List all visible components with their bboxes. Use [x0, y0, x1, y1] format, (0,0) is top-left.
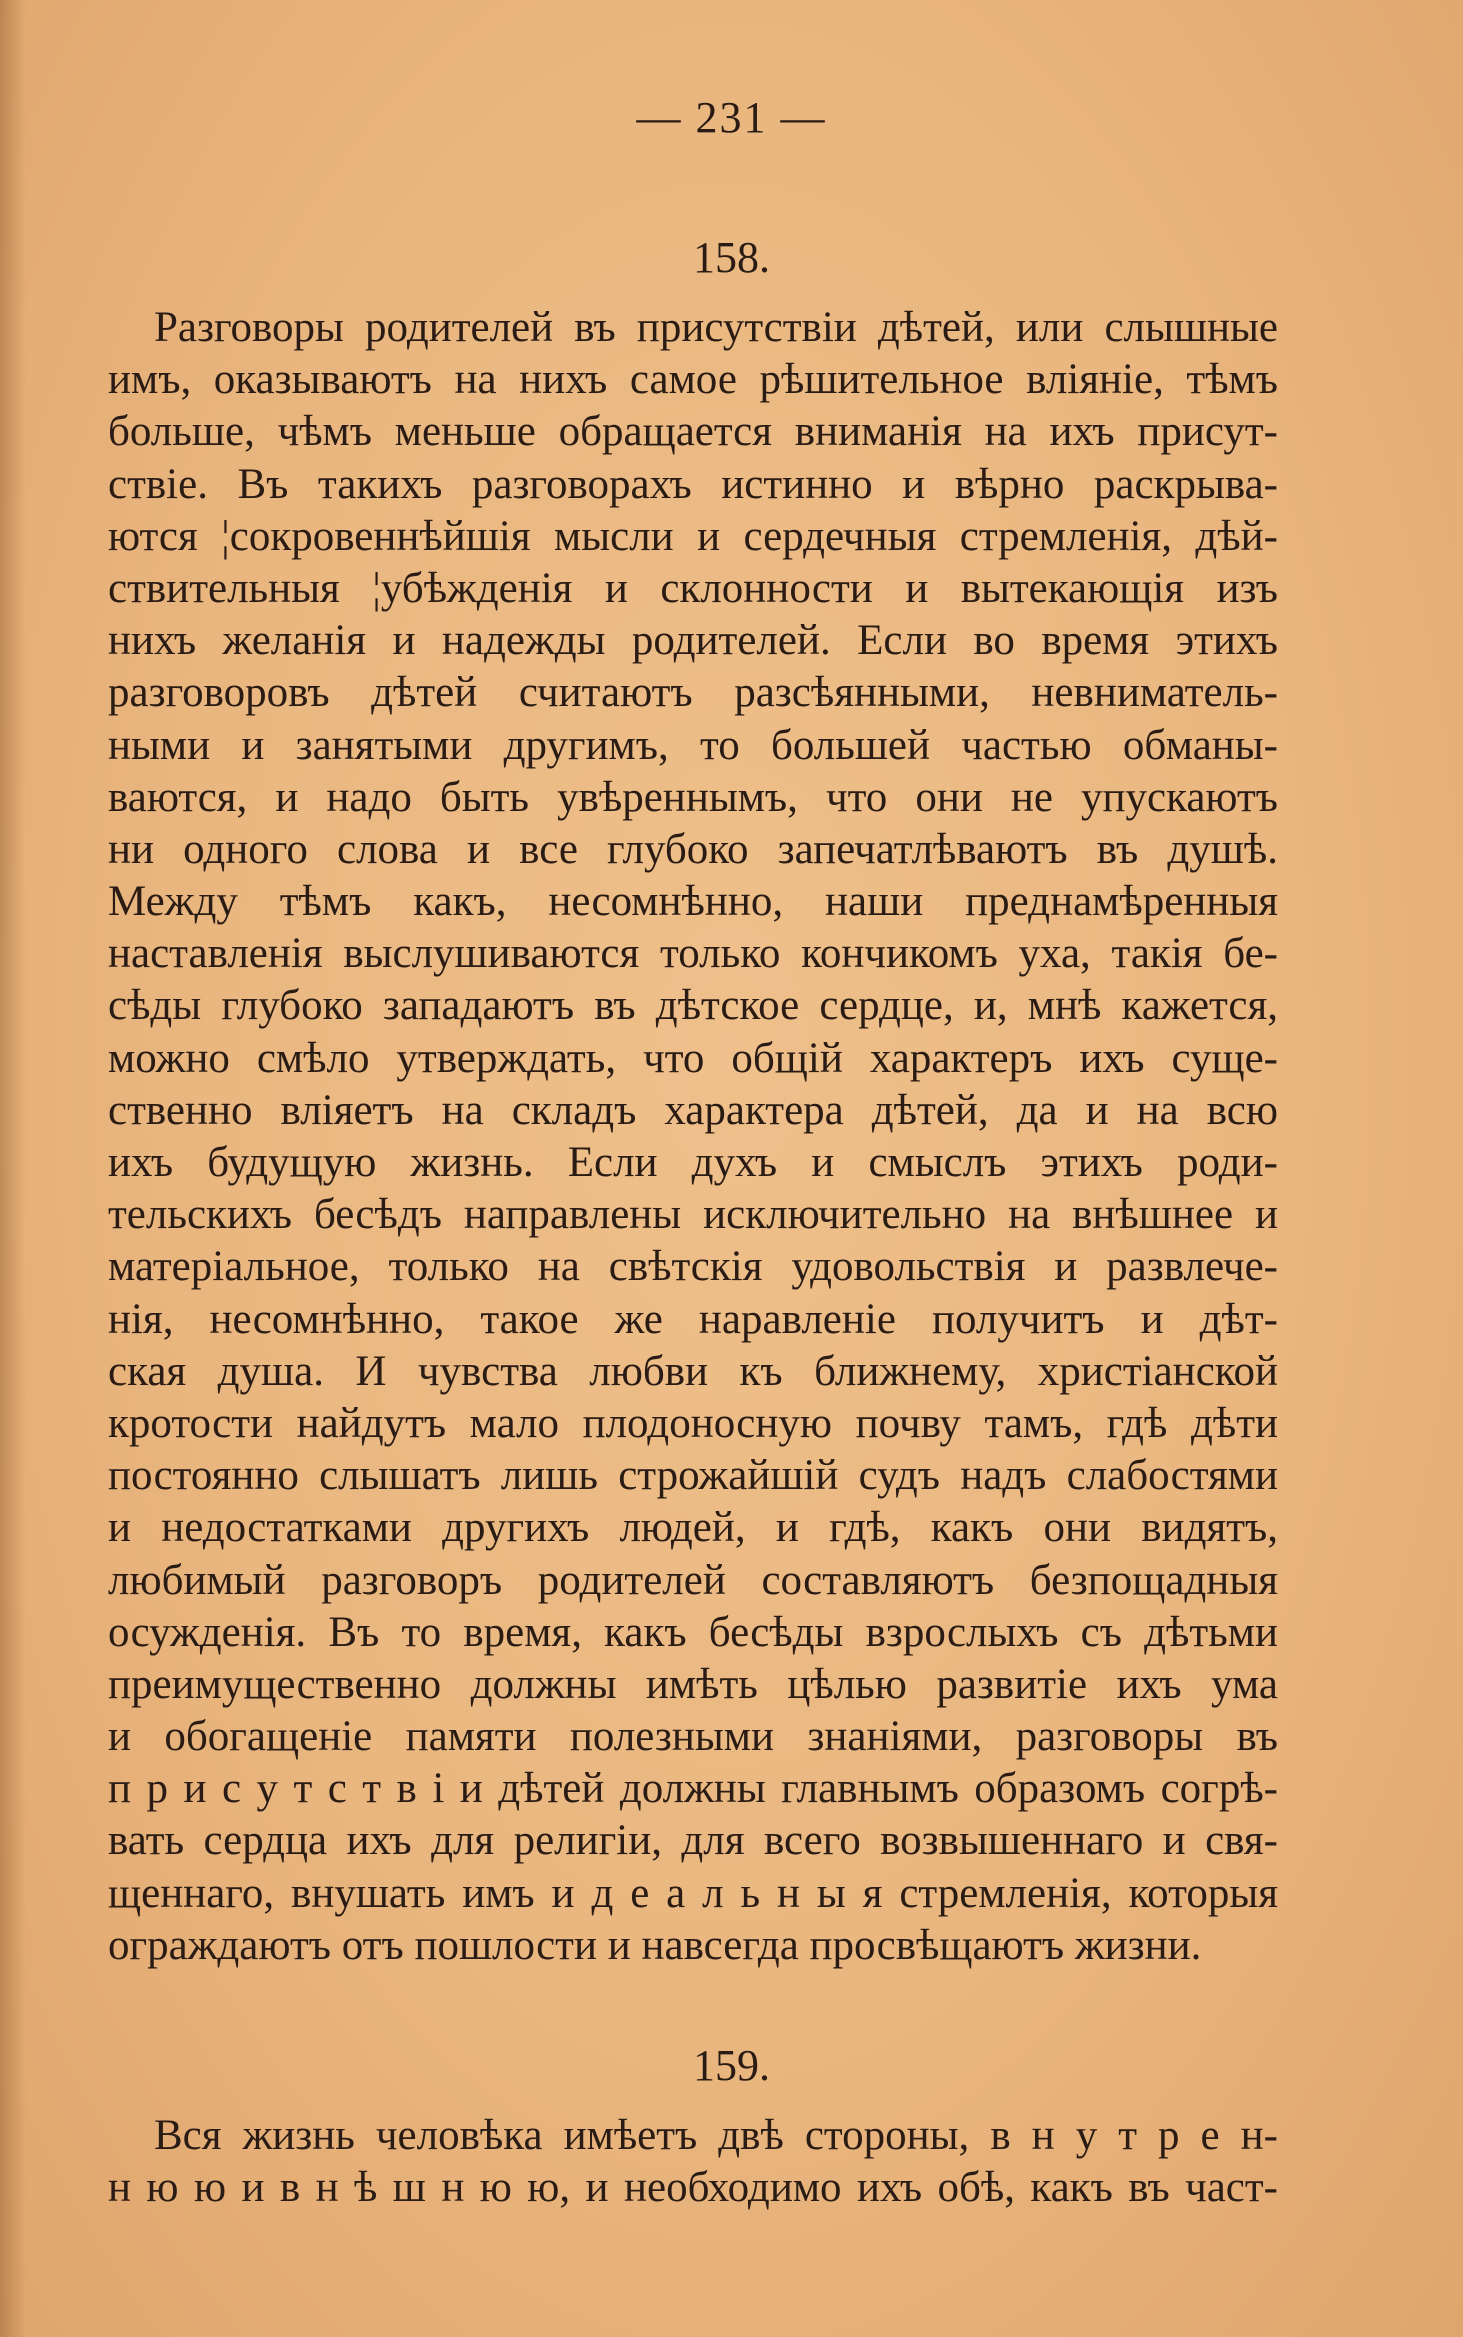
text-line: ихъ будущую жизнь. Если духъ и смыслъ этихъ роди-: [108, 1139, 1278, 1186]
text-line: осужденія. Въ то время, какъ бесѣды взрослыхъ съ дѣтьми: [108, 1608, 1278, 1656]
page-edge-shadow: [0, 0, 26, 2337]
paragraph-158: [108, 302, 1278, 1972]
text-line: наставленія выслушиваются только кончикомъ уха, такія бе-: [108, 930, 1278, 978]
text-line: Разговоры родителей въ присутствіи дѣтей, или слышные: [154, 304, 1278, 351]
text-line: н ю ю и в н ѣ ш н ю ю, и необходимо ихъ обѣ, какъ въ част-: [108, 2164, 1278, 2212]
text-line: ская душа. И чувства любви къ ближнему, христіанской: [108, 1347, 1278, 1395]
text-line: вать сердца ихъ для религіи, для всего возвышеннаго и свя-: [108, 1817, 1278, 1865]
text-line: ограждаютъ отъ пошлости и навсегда просвѣщаютъ жизни.: [108, 1921, 1202, 1969]
text-line: и обогащеніе памяти полезными знаніями, разговоры въ: [108, 1713, 1278, 1761]
text-line: п р и с у т с т в і и дѣтей должны главнымъ образомъ согрѣ-: [108, 1765, 1278, 1813]
text-line: нихъ желанія и надежды родителей. Если во время этихъ: [108, 617, 1278, 665]
text-line: разговоровъ дѣтей считаютъ разсѣянными, невниматель-: [108, 669, 1278, 717]
text-line: и недостатками другихъ людей, и гдѣ, какъ они видятъ,: [108, 1504, 1278, 1552]
text-line: ственно вліяетъ на складъ характера дѣтей, да и на всю: [108, 1086, 1278, 1134]
section-heading-159: 159.: [693, 2041, 770, 2090]
text-line: преимущественно должны имѣть цѣлью развитіе ихъ ума: [108, 1660, 1278, 1708]
text-line: ствіе. Въ такихъ разговорахъ истинно и вѣрно раскрыва-: [108, 460, 1278, 508]
text-line: матеріальное, только на свѣтскія удовольствія и развлече-: [108, 1243, 1278, 1291]
text-line: ными и занятыми другимъ, то большей частью обманы-: [108, 721, 1278, 769]
text-line: больше, чѣмъ меньше обращается вниманія на ихъ присут-: [108, 408, 1278, 456]
text-line: ются ¦сокровеннѣйшія мысли и сердечныя стремленія, дѣй-: [108, 512, 1278, 560]
text-line: ваются, и надо быть увѣреннымъ, что они не упускаютъ: [108, 773, 1278, 821]
text-line: любимый разговоръ родителей составляютъ безпощадныя: [108, 1556, 1278, 1604]
text-line: постоянно слышатъ лишь строжайшій судъ надъ слабостями: [108, 1452, 1278, 1500]
text-line: Вся жизнь человѣка имѣетъ двѣ стороны, в н у т р е н-: [154, 2112, 1278, 2159]
page-number: — 231 —: [636, 93, 827, 142]
text-line: можно смѣло утверждать, что общій характеръ ихъ суще-: [108, 1034, 1278, 1082]
paragraph-159: [108, 2110, 1278, 2214]
text-line: нія, несомнѣнно, такое же наравленіе получитъ и дѣт-: [108, 1295, 1278, 1343]
text-line: кротости найдутъ мало плодоносную почву тамъ, гдѣ дѣти: [108, 1399, 1278, 1447]
text-line: щеннаго, внушать имъ и д е а л ь н ы я стремленія, которыя: [108, 1869, 1278, 1917]
section-heading-158: 158.: [693, 233, 770, 282]
text-line: Между тѣмъ какъ, несомнѣнно, наши преднамѣренныя: [108, 878, 1278, 926]
text-line: ствительныя ¦убѣжденія и склонности и вытекающія изъ: [108, 564, 1278, 612]
text-line: сѣды глубоко западаютъ въ дѣтское сердце, и, мнѣ кажется,: [108, 982, 1278, 1030]
text-line: ни одного слова и все глубоко запечатлѣваютъ въ душѣ.: [108, 825, 1278, 873]
text-line: тельскихъ бесѣдъ направлены исключительно на внѣшнее и: [108, 1191, 1278, 1239]
text-line: имъ, оказываютъ на нихъ самое рѣшительное вліяніе, тѣмъ: [108, 356, 1278, 404]
